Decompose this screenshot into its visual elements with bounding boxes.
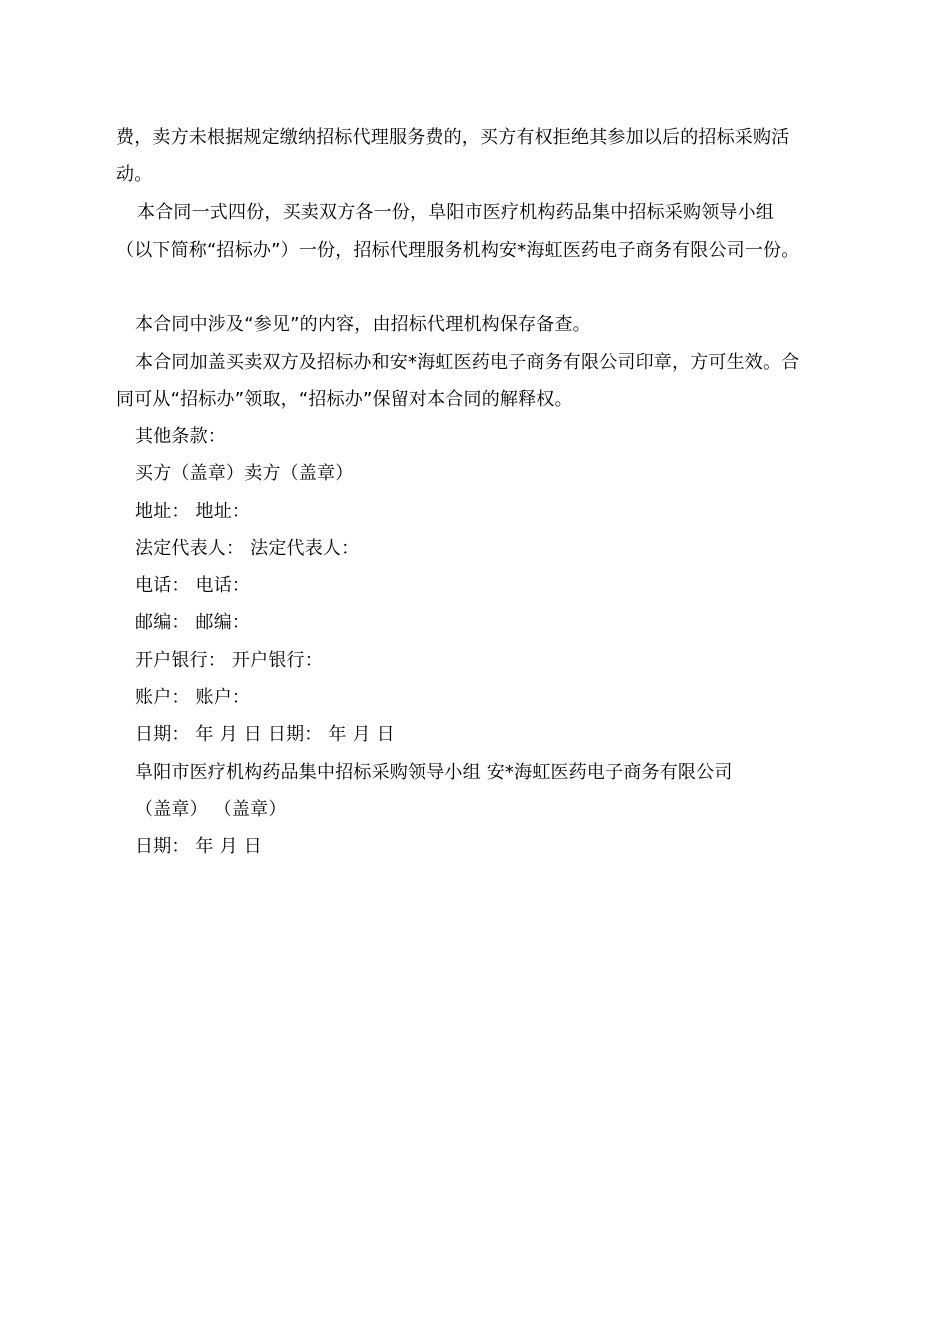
organization-names: 阜阳市医疗机构药品集中招标采购领导小组 安*海虹医药电子商务有限公司: [135, 762, 733, 783]
paragraph-line: 同可从“招标办”领取，“招标办”保留对本合同的解释权。: [116, 389, 573, 410]
paragraph-line: 动。: [116, 164, 153, 185]
paragraph-line: （以下简称“招标办”）一份，招标代理服务机构安*海虹医药电子商务有限公司一份。: [116, 240, 800, 261]
postcode-labels: 邮编： 邮编：: [135, 612, 251, 633]
paragraph-line: 本合同一式四份，买卖双方各一份，阜阳市医疗机构药品集中招标采购领导小组: [137, 202, 774, 223]
paragraph-line: 费，卖方未根据规定缴纳招标代理服务费的，买方有权拒绝其参加以后的招标采购活: [116, 127, 790, 148]
seal-labels: 买方（盖章）卖方（盖章）: [135, 463, 354, 484]
account-labels: 账户： 账户：: [135, 687, 251, 708]
organization-seals: （盖章） （盖章）: [135, 799, 287, 820]
date-labels: 日期： 年 月 日 日期： 年 月 日: [135, 724, 395, 745]
other-terms-label: 其他条款：: [135, 426, 226, 447]
paragraph-line: 本合同加盖买卖双方及招标办和安*海虹医药电子商务有限公司印章，方可生效。合: [135, 352, 800, 373]
bank-labels: 开户银行： 开户银行：: [135, 650, 323, 671]
phone-labels: 电话： 电话：: [135, 575, 251, 596]
paragraph-line: 本合同中涉及“参见”的内容，由招标代理机构保存备查。: [135, 314, 591, 335]
legal-representative-labels: 法定代表人： 法定代表人：: [135, 538, 360, 559]
address-labels: 地址： 地址：: [135, 501, 251, 522]
final-date-label: 日期： 年 月 日: [135, 836, 262, 857]
